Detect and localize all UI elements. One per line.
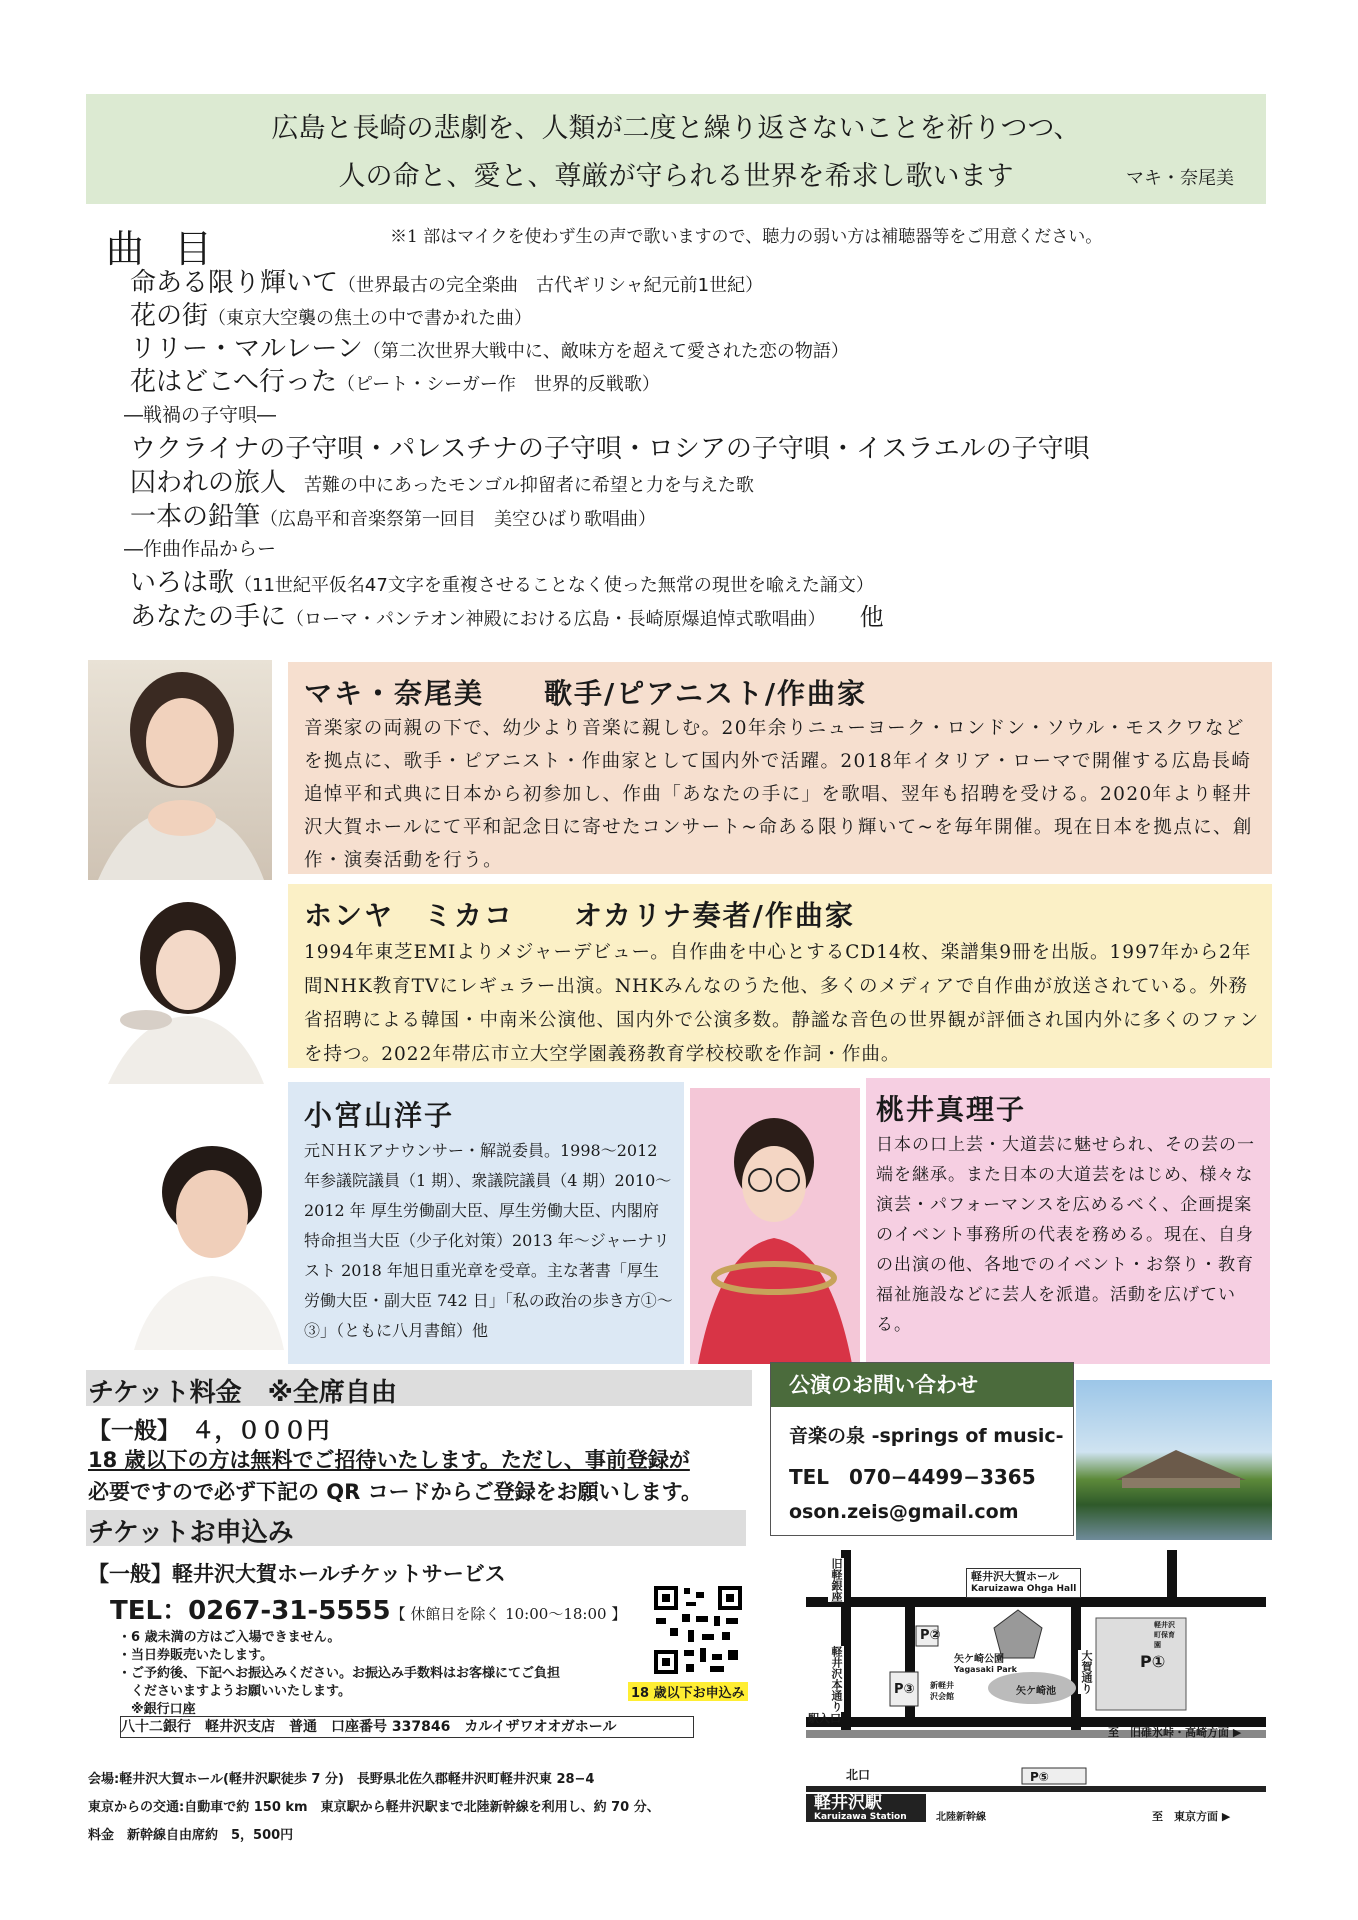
qr-code[interactable]: [652, 1584, 744, 1676]
ticket-youth-line-2: 必要ですので必ず下記の QR コードからご登録をお願いします。: [88, 1480, 702, 1504]
map-hondori: 軽井沢本通り: [830, 1646, 843, 1712]
inquiry-box: [770, 1362, 1074, 1536]
ticket-note: くださいますようお願いいたします。: [118, 1684, 351, 1699]
ticket-youth-line-1: 18 歳以下の方は無料でご招待いたします。ただし、事前登録が: [88, 1448, 690, 1472]
footer-fare: 料金 新幹線自由席約 5，500円: [88, 1828, 294, 1843]
bio-heading: 桃井真理子: [876, 1093, 1027, 1126]
song-item: [130, 596, 884, 633]
banner-line-2: 人の命と、愛と、尊厳が守られる世界を希求し歌います: [338, 161, 1014, 192]
program-title: 曲目: [106, 227, 243, 271]
bio-heading: マキ・奈尾美 歌手/ピアニスト/作曲家: [304, 677, 868, 710]
map-to-tokyo: 至 東京方面 ▶: [1152, 1810, 1231, 1823]
song-item: [130, 295, 532, 332]
bio-momoi: [866, 1078, 1270, 1364]
map-station-name-en: Karuizawa Station: [814, 1812, 907, 1822]
ticket-service: 【一般】軽井沢大賀ホールチケットサービス: [88, 1562, 506, 1586]
lullabies-line: ウクライナの子守唄・パレスチナの子守唄・ロシアの子守唄・イスラエルの子守唄: [130, 434, 1090, 464]
message-banner: [86, 94, 1266, 204]
ticket-price-general: 【一般】 ４，０００円: [88, 1418, 330, 1444]
bio-honya: [288, 884, 1272, 1068]
other-label: 他: [859, 603, 884, 631]
song-item: [130, 262, 763, 299]
song-title: 囚われの旅人: [130, 468, 287, 498]
map-hall-name-en: Karuizawa Ohga Hall: [971, 1584, 1077, 1594]
song-item: [130, 361, 660, 398]
song-item: [130, 328, 849, 365]
map-to-usui: 至 旧碓氷峠・高崎方面 ▶: [1108, 1726, 1242, 1739]
map-station: [814, 1794, 907, 1822]
map-park-name: 矢ケ崎公園: [954, 1654, 1004, 1665]
access-map: [806, 1550, 1266, 1822]
qr-label: 18 歳以下お申込み: [628, 1682, 748, 1701]
momoi-photo: [690, 1088, 860, 1364]
inquiry-tel[interactable]: TEL 070−4499−3365: [789, 1465, 1036, 1489]
song-title: リリー・マルレーン: [130, 334, 363, 364]
song-item: [130, 462, 754, 499]
ticket-apply-bar: [86, 1510, 746, 1546]
bank-account: 八十二銀行 軽井沢支店 普通 口座番号 337846 カルイザワオオガホール: [120, 1716, 694, 1738]
ticket-note: ※銀行口座: [118, 1702, 196, 1717]
ticket-apply-header: チケットお申込み: [88, 1518, 294, 1548]
map-ekiiriguchi: 駅入口: [808, 1712, 841, 1725]
song-desc: （広島平和音楽祭第一回目 美空ひばり歌唱曲）: [260, 509, 657, 530]
ticket-tel: [110, 1590, 626, 1627]
bio-maki: [288, 662, 1272, 874]
map-park: [954, 1650, 1017, 1674]
bio-heading: ホンヤ ミカコ オカリナ奏者/作曲家: [304, 899, 855, 932]
song-desc: （世界最古の完全楽曲 古代ギリシャ紀元前1世紀）: [338, 275, 764, 296]
map-hall-name: 軽井沢大賀ホール: [971, 1570, 1059, 1583]
map-shinkansen: 北陸新幹線: [936, 1812, 986, 1823]
ticket-note: ・当日券販売いたします。: [118, 1648, 273, 1663]
map-ohga-dori: 大賀通り: [1080, 1650, 1093, 1694]
inquiry-org: 音楽の泉 -springs of music-: [789, 1425, 1064, 1447]
komiyama-photo: [134, 1130, 284, 1350]
ticket-tel-number: TEL：0267-31-5555: [110, 1596, 391, 1626]
bio-text: 日本の口上芸・大道芸に魅せられ、その芸の一端を継承。また日本の大道芸をはじめ、様々な演芸・パフォーマンスを広めるべく、企画提案のイベント事務所の代表を務める。現在、自身の出演の他、各地でのイベント・お祭り・教育福祉施設などに芸人を派遣。活動を広げている。: [876, 1135, 1256, 1335]
map-station-name: 軽井沢駅: [814, 1793, 882, 1813]
hall-photo: [1076, 1380, 1272, 1540]
song-item: [130, 496, 656, 533]
map-parking-small: 軽井沢町保育園: [1154, 1621, 1175, 1649]
bio-text: 音楽家の両親の下で、幼少より音楽に親しむ。20年余りニューヨーク・ロンドン・ソウル・モスクワなどを拠点に、歌手・ピアニスト・作曲家として国内外で活躍。2018年イタリア・ローマで開催する広島長崎追悼平和式典に日本から初参加し、作曲「あなたの手に」を歌唱、翌年も招聘を受ける。2020年より軽井沢大賀ホールにて平和記念日に寄せたコンサート~命ある限り輝いて~を毎年開催。現在日本を拠点に、創作・演奏活動を行う。: [304, 718, 1253, 871]
map-pond: 矢ケ崎池: [1016, 1686, 1056, 1697]
parking-3: P③: [894, 1682, 915, 1697]
song-desc: （第二次世界大戦中に、敵味方を超えて愛された恋の物語）: [362, 341, 849, 362]
banner-line-1: 広島と長崎の悲劇を、人類が二度と繰り返さないことを祈りつつ、: [271, 113, 1081, 144]
parking-5: P⑤: [1030, 1770, 1049, 1784]
parking-2: P②: [920, 1628, 941, 1643]
inquiry-email[interactable]: oson.zeis@gmail.com: [789, 1501, 1019, 1523]
song-title: あなたの手に: [130, 602, 287, 632]
song-title: 一本の鉛筆: [130, 502, 261, 532]
footer-access: 東京からの交通:自動車で約 150 km 東京駅から軽井沢駅まで北陸新幹線を利用し、約 70 分、: [88, 1800, 660, 1815]
song-desc: 苦難の中にあったモンゴル抑留者に希望と力を与えた歌: [286, 475, 754, 496]
song-title: 花はどこへ行った: [130, 367, 337, 397]
map-kominkan: 新軽井沢会館: [930, 1681, 954, 1701]
section-label-lullabies: ―戦禍の子守唄―: [124, 404, 277, 426]
song-title: 命ある限り輝いて: [130, 268, 339, 298]
program-note: ※1 部はマイクを使わず生の声で歌いますので、聴力の弱い方は補聴器等をご用意ください。: [390, 227, 1103, 247]
parking-1: P①: [1140, 1652, 1166, 1671]
honya-photo: [88, 888, 272, 1084]
map-ginza: 旧軽銀座: [830, 1558, 843, 1602]
bio-text: 元ＮＨＫアナウンサー・解説委員。1998～2012 年参議院議員（1 期）、衆議院議員（4 期）2010～2012 年 厚生労働副大臣、厚生労働大臣、内閣府特命担当大臣（少子化対策）2013 年～ジャーナリスト 2018 年旭日重光章を受章。主な著書「厚生労働大臣・副大臣 742 日」「私の政治の歩き方①～③」（ともに八月書館）他: [304, 1141, 673, 1340]
map-park-name-en: Yagasaki Park: [954, 1665, 1017, 1674]
bio-text: 1994年東芝EMIよりメジャーデビュー。自作曲を中心とするCD14枚、楽譜集9冊を出版。1997年から2年間NHK教育TVにレギュラー出演。NHKみんなのうた他、多くのメディアで自作曲が放送されている。外務省招聘による韓国・中南米公演他、国内外で公演多数。静謐な音色の世界観が評価され国内外に多くのファンを持つ。2022年帯広市立大空学園義務教育学校校歌を作詞・作曲。: [304, 942, 1260, 1065]
ticket-header-bar: [86, 1370, 752, 1406]
footer-venue: 会場:軽井沢大賀ホール(軽井沢駅徒歩 7 分) 長野県北佐久郡軽井沢町軽井沢東 28−4: [88, 1772, 595, 1787]
ticket-header: チケット料金 ※全席自由: [88, 1378, 397, 1408]
song-desc: （東京大空襲の焦土の中で書かれた曲）: [208, 308, 533, 329]
bio-komiyama: [288, 1082, 684, 1364]
song-desc: （11世紀平仮名47文字を重複させることなく使った無常の現世を喩えた誦文）: [234, 575, 874, 596]
song-title: 花の街: [130, 301, 209, 331]
bio-heading: 小宮山洋子: [304, 1099, 455, 1132]
inquiry-header: 公演のお問い合わせ: [771, 1363, 1073, 1407]
song-item: [130, 562, 874, 599]
banner-signature: マキ・奈尾美: [1126, 168, 1234, 189]
section-label-compositions: ―作曲作品からー: [124, 538, 277, 560]
ticket-hours: 【 休館日を除く 10:00～18:00 】: [390, 1605, 627, 1623]
map-kitaguchi: 北口: [846, 1768, 871, 1782]
ticket-note: ・6 歳未満の方はご入場できません。: [118, 1630, 341, 1645]
song-desc: （ピート・シーガー作 世界的反戦歌）: [336, 374, 660, 395]
song-title: いろは歌: [130, 568, 235, 598]
map-hall-label: [966, 1568, 1081, 1598]
ticket-note: ・ご予約後、下記へお振込みください。お振込み手数料はお客様にてご負担: [118, 1666, 561, 1681]
maki-photo: [88, 660, 272, 880]
song-desc: （ローマ・パンテオン神殿における広島・長崎原爆追悼式歌唱曲）: [286, 609, 826, 630]
